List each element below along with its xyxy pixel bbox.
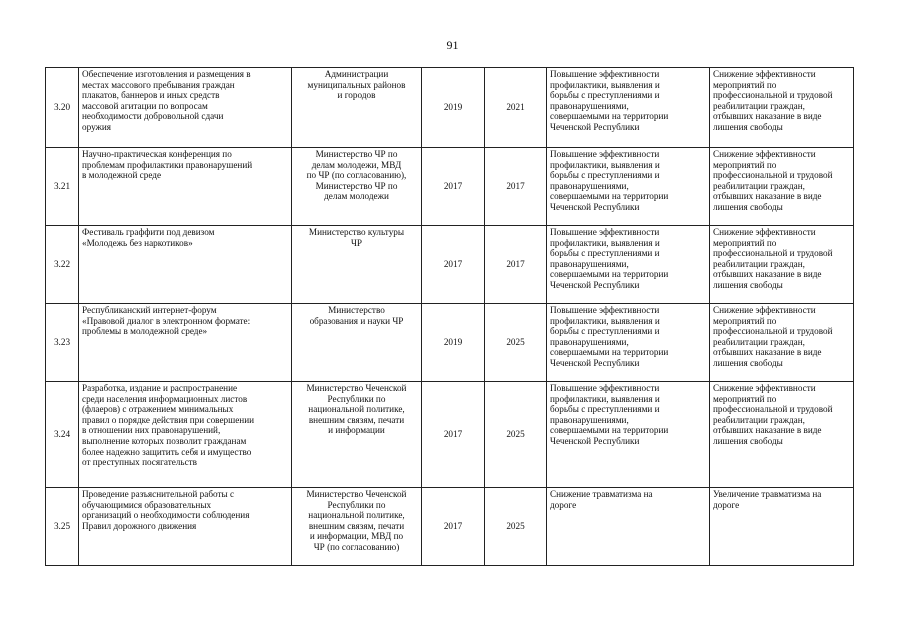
event-description: Проведение разъяснительной работы с обучающимися образовательных организаций о необходимости соблюдения Правил дорожного движения bbox=[82, 489, 250, 531]
start-year: 2017 bbox=[422, 488, 485, 566]
expected-result: Снижение травматизма на дороге bbox=[550, 489, 653, 510]
end-year: 2017 bbox=[485, 148, 547, 226]
start-year: 2019 bbox=[422, 304, 485, 382]
event-description: Республиканский интернет-форум «Правовой диалог в электронном формате: проблемы в молодежной среде» bbox=[82, 305, 251, 337]
non-implementation-consequence: Снижение эффективности мероприятий по профессиональной и трудовой реабилитации граждан, отбывших наказание в виде лишения свободы bbox=[713, 305, 833, 368]
executor: Министерство ЧР по делам молодежи, МВД по ЧР (по согласованию), Министерство ЧР по делам молодежи bbox=[306, 149, 407, 202]
start-year: 2017 bbox=[422, 226, 485, 304]
row-number: 3.23 bbox=[46, 304, 79, 382]
executor: Министерство Чеченской Республики по национальной политике, внешним связям, печати и информации bbox=[306, 383, 407, 436]
event-description: Научно-практическая конференция по проблемам профилактики правонарушений в молодежной среде bbox=[82, 149, 253, 181]
non-implementation-consequence: Снижение эффективности мероприятий по профессиональной и трудовой реабилитации граждан, отбывших наказание в виде лишения свободы bbox=[713, 149, 833, 212]
expected-result: Повышение эффективности профилактики, выявления и борьбы с преступлениями и правонарушениями, совершаемыми на территории Чеченской Республики bbox=[550, 227, 669, 290]
row-number: 3.22 bbox=[46, 226, 79, 304]
table-row bbox=[46, 68, 854, 148]
table-row bbox=[46, 148, 854, 226]
expected-result: Повышение эффективности профилактики, выявления и борьбы с преступлениями и правонарушениями, совершаемыми на территории Чеченской Республики bbox=[550, 69, 669, 132]
executor: Министерство культуры ЧР bbox=[308, 227, 405, 248]
expected-result: Повышение эффективности профилактики, выявления и борьбы с преступлениями и правонарушениями, совершаемыми на территории Чеченской Республики bbox=[550, 383, 669, 446]
executor: Министерство образования и науки ЧР bbox=[309, 305, 404, 326]
row-number: 3.24 bbox=[46, 382, 79, 488]
non-implementation-consequence: Снижение эффективности мероприятий по профессиональной и трудовой реабилитации граждан, отбывших наказание в виде лишения свободы bbox=[713, 383, 833, 446]
event-description: Разработка, издание и распространение среди населения информационных листов (флаеров) с отражением минимальных правил о порядке действия при совершении в отношении них правонарушений, выполнение которых позволит гражданам более надежно защитить себя и имущество от преступных посягательств bbox=[82, 383, 255, 468]
measures-table bbox=[45, 67, 854, 566]
table-row bbox=[46, 304, 854, 382]
non-implementation-consequence: Увеличение травматизма на дороге bbox=[713, 489, 822, 510]
expected-result: Повышение эффективности профилактики, выявления и борьбы с преступлениями и правонарушениями, совершаемыми на территории Чеченской Республики bbox=[550, 149, 669, 212]
executor: Министерство Чеченской Республики по национальной политике, внешним связям, печати и информации, МВД по ЧР (по согласованию) bbox=[306, 489, 407, 552]
end-year: 2025 bbox=[485, 304, 547, 382]
start-year: 2017 bbox=[422, 382, 485, 488]
end-year: 2017 bbox=[485, 226, 547, 304]
expected-result: Повышение эффективности профилактики, выявления и борьбы с преступлениями и правонарушениями, совершаемыми на территории Чеченской Республики bbox=[550, 305, 669, 368]
event-description: Фестиваль граффити под девизом «Молодежь без наркотиков» bbox=[82, 227, 215, 248]
non-implementation-consequence: Снижение эффективности мероприятий по профессиональной и трудовой реабилитации граждан, отбывших наказание в виде лишения свободы bbox=[713, 69, 833, 132]
row-number: 3.21 bbox=[46, 148, 79, 226]
table-row bbox=[46, 382, 854, 488]
event-description: Обеспечение изготовления и размещения в местах массового пребывания граждан плакатов, баннеров и иных средств массовой агитации по вопросам необходимости добровольной сдачи оружия bbox=[82, 69, 251, 132]
start-year: 2017 bbox=[422, 148, 485, 226]
table-row bbox=[46, 488, 854, 566]
page-number: 91 bbox=[446, 38, 459, 52]
end-year: 2025 bbox=[485, 382, 547, 488]
end-year: 2021 bbox=[485, 68, 547, 148]
row-number: 3.20 bbox=[46, 68, 79, 148]
end-year: 2025 bbox=[485, 488, 547, 566]
non-implementation-consequence: Снижение эффективности мероприятий по профессиональной и трудовой реабилитации граждан, отбывших наказание в виде лишения свободы bbox=[713, 227, 833, 290]
row-number: 3.25 bbox=[46, 488, 79, 566]
executor: Администрации муниципальных районов и городов bbox=[307, 69, 406, 101]
table-row bbox=[46, 226, 854, 304]
start-year: 2019 bbox=[422, 68, 485, 148]
